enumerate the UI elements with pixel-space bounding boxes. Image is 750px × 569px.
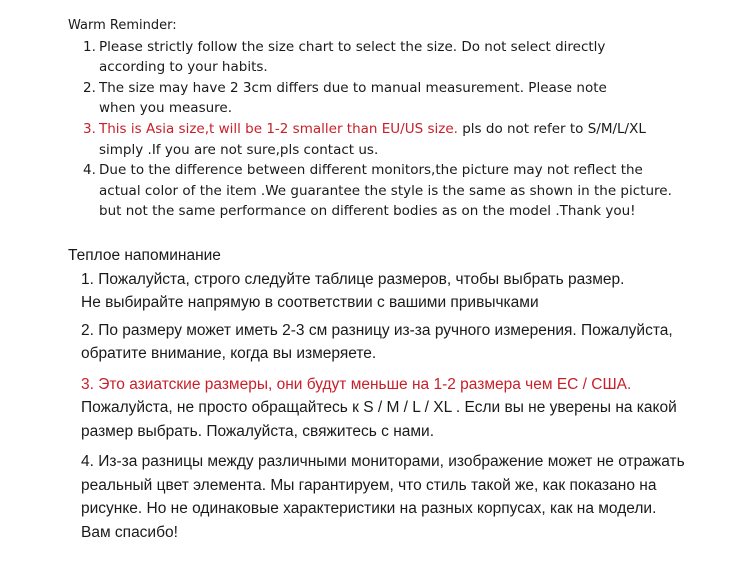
- english-warning-continuation: pls do not refer to S/M/L/XL: [457, 120, 646, 137]
- russian-item-line: размер выбрать. Пожалуйста, свяжитесь с нами.: [81, 422, 435, 440]
- english-red-warning: This is Asia size,t will be 1-2 smaller than EU/US size.: [99, 120, 458, 137]
- english-item-number: 1.: [83, 38, 96, 55]
- english-item-line: [99, 119, 646, 140]
- english-item-line: Please strictly follow the size chart to select the size. Do not select directly: [99, 38, 606, 55]
- english-item-line: according to your habits.: [99, 59, 268, 76]
- russian-item-1: [68, 268, 685, 315]
- english-item-number: 3.: [83, 120, 96, 137]
- russian-title: Теплое напоминание: [68, 247, 221, 264]
- english-item-line: Due to the difference between different monitors,the picture may not reflect the: [99, 162, 643, 179]
- english-item-line: simply .If you are not sure,pls contact us.: [99, 141, 379, 158]
- russian-item-3: [68, 373, 685, 444]
- english-item-number: 4.: [83, 162, 96, 179]
- english-item-1: [68, 37, 672, 78]
- english-item-line: actual color of the item .We guarantee the style is the same as shown in the picture.: [99, 182, 672, 199]
- russian-item-2: [68, 319, 685, 366]
- russian-item-4: [68, 450, 685, 544]
- russian-red-warning: 3. Это азиатские размеры, они будут меньше на 1-2 размера чем ЕС / США.: [81, 375, 632, 393]
- russian-item-line: реальный цвет элемента. Мы гарантируем, что стиль такой же, как показано на: [81, 476, 657, 494]
- english-item-line: The size may have 2 3cm differs due to manual measurement. Please note: [99, 79, 607, 96]
- russian-item-line: 2. По размеру может иметь 2-3 см разницу из-за ручного измерения. Пожалуйста,: [81, 321, 673, 339]
- english-item-line: when you measure.: [99, 100, 233, 117]
- russian-item-line: 1. Пожалуйста, строго следуйте таблице размеров, чтобы выбрать размер.: [81, 270, 625, 288]
- russian-item-line: Вам спасибо!: [81, 523, 178, 541]
- english-reminder: [68, 16, 672, 222]
- english-title: Warm Reminder:: [68, 18, 177, 33]
- russian-item-line: рисунке. Но не одинаковые характеристики на разных корпусах, как на модели.: [81, 500, 657, 517]
- english-item-number: 2.: [83, 79, 96, 96]
- russian-item-line: Не выбирайте напрямую в соответствии с вашими привычками: [81, 294, 539, 311]
- russian-reminder: [68, 244, 685, 544]
- russian-item-line: 4. Из-за разницы между различными мониторами, изображение может не отражать: [81, 453, 685, 470]
- russian-item-line: обратите внимание, когда вы измеряете.: [81, 345, 377, 362]
- english-item-3: [68, 119, 672, 160]
- english-item-4: [68, 160, 672, 222]
- english-item-line: but not the same performance on different bodies as on the model .Thank you!: [99, 203, 636, 220]
- english-item-2: [68, 78, 672, 119]
- russian-item-line: Пожалуйста, не просто обращайтесь к S / M / L / XL . Если вы не уверены на какой: [81, 399, 677, 416]
